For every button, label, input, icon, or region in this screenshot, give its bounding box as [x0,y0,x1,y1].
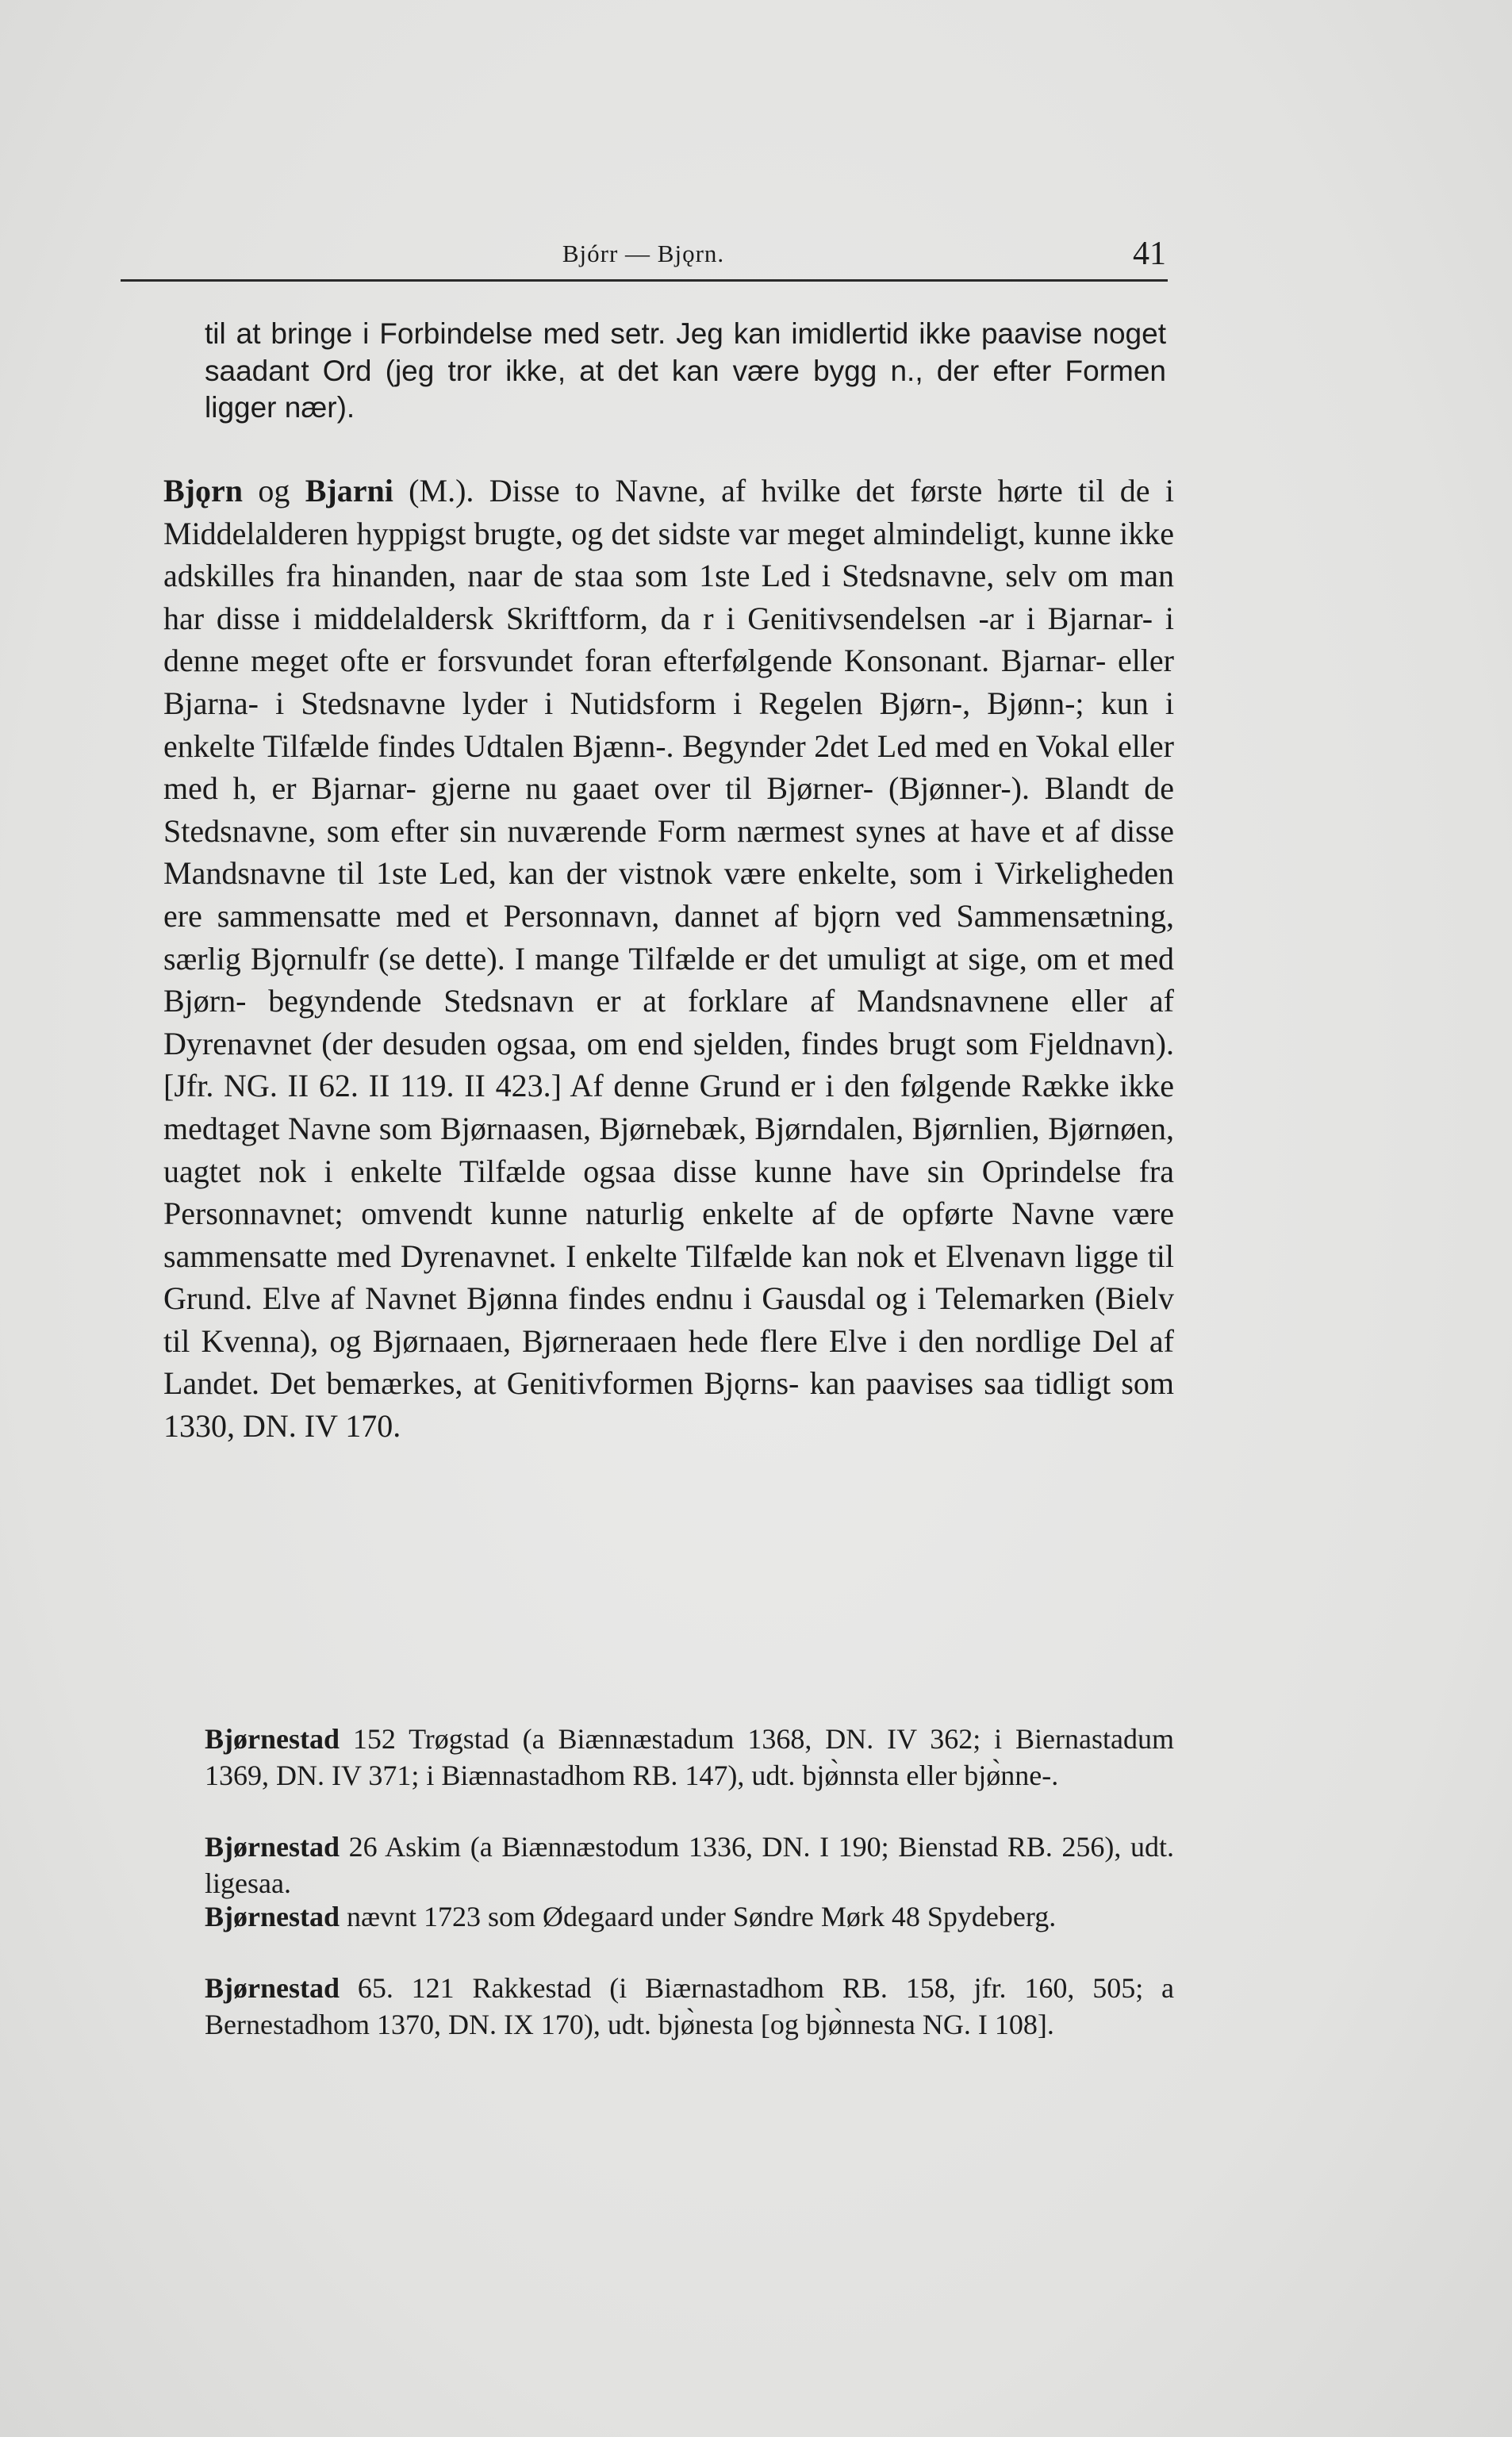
page-header [121,235,1166,282]
entry-text: 152 Trøgstad (a Biænnæstadum 1368, DN. IV 362; i Biernastadum 1369, DN. IV 371; i Biænnastadhom RB. 147), udt. bjø̀nnsta eller bjø̀nne-. [205,1723,1174,1791]
entry-bjornestad-3 [205,1899,1174,1936]
headword-bjarni: Bjarni [305,473,393,509]
paragraph-bjorn-bjarni [163,470,1174,1448]
entry-text: nævnt 1723 som Ødegaard under Søndre Mørk 48 Spydeberg. [340,1901,1057,1932]
paragraph-body: (M.). Disse to Navne, af hvilke det første hørte til de i Middelalderen hyppigst brugte, og det sidste var meget almindeligt, kunne ikke adskilles fra hinanden, naar de staa som 1ste Led i Stedsnavne, selv om man har disse i middelaldersk Skriftform, da r i Genitivsendelsen -ar i Bjarnar- i denne meget ofte er forsvundet foran efterfølgende Konsonant. Bjarnar- eller Bjarna- i Stedsnavne lyder i Nutidsform i Regelen Bjørn-, Bjønn-; kun i enkelte Tilfælde findes Udtalen Bjænn-. Begynder 2det Led med en Vokal eller med h, er Bjarnar- gjerne nu gaaet over til Bjørner- (Bjønner-). Blandt de Stedsnavne, som efter sin nuværende Form nærmest synes at have et af disse Mandsnavne til 1ste Led, kan der vistnok være enkelte, som i Virkeligheden ere sammensatte med et Personnavn, dannet af bjǫrn ved Sammensætning, særlig Bjǫrnulfr (se dette). I mange Tilfælde er det umuligt at sige, om et med Bjørn- begyndende Stedsnavn er at forklare af Mandsnavnene eller af Dyrenavnet (der desuden ogsaa, om end sjelden, findes brugt som Fjeldnavn). [Jfr. NG. II 62. II 119. II 423.] Af denne Grund er i den følgende Række ikke medtaget Navne som Bjørnaasen, Bjørnebæk, Bjørndalen, Bjørnlien, Bjørnøen, uagtet nok i enkelte Tilfælde ogsaa disse kunne have sin Oprindelse fra Personnavnet; omvendt kunne naturlig enkelte af de opførte Navne være sammensatte med Dyrenavnet. I enkelte Tilfælde kan nok et Elvenavn ligge til Grund. Elve af Navnet Bjønna findes endnu i Gausdal og i Telemarken (Bielv til Kvenna), og Bjørnaaen, Bjørneraaen hede flere Elve i den nordlige Del af Landet. Det bemærkes, at Genitivformen Bjǫrns- kan paavises saa tidligt som 1330, DN. IV 170. [163,473,1174,1445]
conjunction-og: og [243,473,305,509]
entry-headword: Bjørnestad [205,1723,340,1755]
entry-text: 65. 121 Rakkestad (i Biærnastadhom RB. 158, jfr. 160, 505; a Bernestadhom 1370, DN. IX 170), udt. bjø̀nesta [og bjø̀nnesta NG. I 108]. [205,1972,1174,2040]
page-number: 41 [1133,236,1166,272]
entry-bjornestad-2 [205,1829,1174,1902]
entry-bjornestad-4 [205,1971,1174,2043]
entry-headword: Bjørnestad [205,1901,340,1932]
entry-bjornestad-1 [205,1721,1174,1794]
entry-headword: Bjørnestad [205,1972,340,2004]
running-head: Bjórr — Bjǫrn. [562,240,725,267]
entry-headword: Bjørnestad [205,1831,340,1863]
header-rule [121,279,1168,282]
headword-bjorn: Bjǫrn [163,473,243,509]
paragraph-continuation: til at bringe i Forbindelse med setr. Jeg kan imidlertid ikke paavise noget saadant Ord (jeg tror ikke, at det kan være bygg n., der efter Formen ligger nær). [205,317,1166,424]
entry-text: 26 Askim (a Biænnæstodum 1336, DN. I 190; Bienstad RB. 256), udt. ligesaa. [205,1831,1174,1899]
